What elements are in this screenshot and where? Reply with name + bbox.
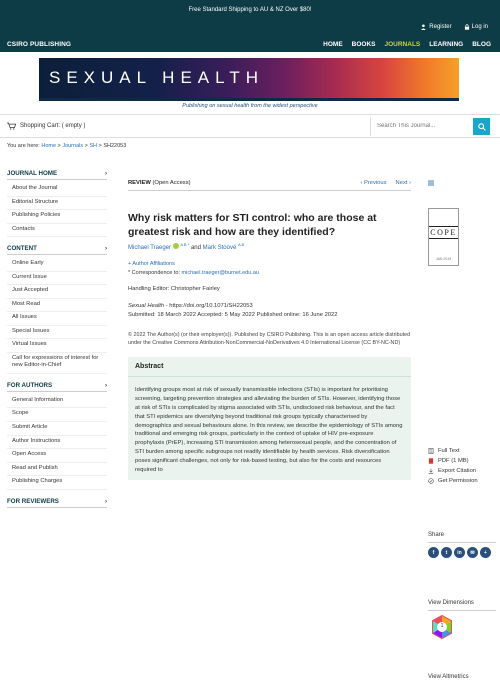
sidebar bbox=[7, 170, 107, 516]
sidebar-item-publishing-charges[interactable]: Publishing Charges bbox=[7, 476, 107, 490]
nav-blog[interactable]: BLOG bbox=[472, 41, 491, 48]
sidebar-item-editorial[interactable]: Editorial Structure bbox=[7, 197, 107, 211]
right-column bbox=[428, 180, 498, 680]
nav-books[interactable]: BOOKS bbox=[351, 41, 376, 48]
journal-search bbox=[370, 117, 492, 136]
sidebar-section-for-authors bbox=[7, 382, 107, 490]
cart-icon bbox=[7, 122, 16, 130]
document-icon bbox=[428, 448, 434, 454]
cope-logo-text: COPE bbox=[430, 228, 457, 237]
sidebar-item-scope[interactable]: Scope bbox=[7, 408, 107, 422]
facebook-icon[interactable]: f bbox=[428, 547, 439, 558]
sidebar-item-call-for-editor[interactable]: Call for expressions of interest for new Editor-in-Chief bbox=[7, 353, 107, 374]
sidebar-item-online-early[interactable]: Online Early bbox=[7, 258, 107, 272]
article-nav bbox=[360, 180, 411, 186]
sidebar-item-special-issues[interactable]: Special Issues bbox=[7, 326, 107, 340]
journal-banner[interactable] bbox=[39, 58, 459, 98]
article-tools bbox=[428, 448, 478, 488]
register-link[interactable]: Register bbox=[421, 24, 451, 30]
nav-journals[interactable]: JOURNALS bbox=[384, 41, 421, 48]
login-link[interactable]: Log in bbox=[464, 24, 488, 30]
sidebar-item-just-accepted[interactable]: Just Accepted bbox=[7, 285, 107, 299]
share-icons bbox=[428, 547, 491, 558]
sidebar-item-virtual-issues[interactable]: Virtual Issues bbox=[7, 339, 107, 353]
sidebar-item-author-instructions[interactable]: Author Instructions bbox=[7, 436, 107, 450]
breadcrumb: You are here: Home > Journals > SH > SH22053 bbox=[7, 143, 127, 149]
contents-link[interactable] bbox=[428, 180, 498, 188]
chevron-icon: › bbox=[104, 170, 107, 177]
main-nav bbox=[323, 41, 491, 48]
sidebar-item-current-issue[interactable]: Current Issue bbox=[7, 272, 107, 286]
cart-label: Shopping Cart: ( empty ) bbox=[20, 123, 86, 129]
sidebar-section-journal-home bbox=[7, 170, 107, 237]
nav-home[interactable]: HOME bbox=[323, 41, 343, 48]
nav-learning[interactable]: LEARNING bbox=[429, 41, 464, 48]
more-share-icon[interactable]: + bbox=[480, 547, 491, 558]
pdf-link[interactable]: PDF (1 MB) bbox=[428, 458, 478, 464]
shopping-cart[interactable] bbox=[7, 122, 85, 130]
next-link[interactable]: Next › bbox=[395, 180, 411, 186]
altmetrics-heading[interactable]: View Altmetrics bbox=[428, 674, 469, 680]
sidebar-item-policies[interactable]: Publishing Policies bbox=[7, 210, 107, 224]
article-dates: Submitted: 18 March 2022 Accepted: 5 May 2022 Published online: 16 June 2022 bbox=[128, 311, 338, 318]
sidebar-heading-for-authors[interactable]: FOR AUTHORS › bbox=[7, 382, 107, 392]
dimensions-heading[interactable]: View Dimensions bbox=[428, 600, 474, 606]
breadcrumb-sh[interactable]: SH bbox=[89, 143, 98, 149]
sidebar-item-most-read[interactable]: Most Read bbox=[7, 299, 107, 313]
abstract-body: Identifying groups most at risk of sexually transmissible infections (STIs) is important for prioritising screening, targeting prevention strategies and alleviating the burden of STIs. However, identifying those at risk of STIs is complicated by stigma associated with STIs, undisclosed risk behaviour, and the fact that STI epidemics are diversifying beyond traditional risk groups typically characterised by demographics and sexual behaviours alone. In this review, we describe the epidemiology of STIs among traditional and emerging risk groups, particularly in the context of uptake of HIV pre-exposure prophylaxis (PrEP), increasing STI transmission among heterosexual people, and the concentration of STI burden among specific subgroups not readily identifiable by health services. Risk diversification poses significant challenges, not only for risk-based testing, but also for the costs and resources required to bbox=[128, 377, 411, 480]
dimensions-count: 1 bbox=[440, 623, 444, 629]
previous-link[interactable]: ‹ Previous bbox=[360, 180, 387, 186]
register-icon bbox=[421, 24, 427, 30]
email-icon[interactable]: ✉ bbox=[467, 547, 478, 558]
list-icon bbox=[428, 180, 434, 186]
sidebar-item-open-access[interactable]: Open Access bbox=[7, 449, 107, 463]
sidebar-item-all-issues[interactable]: All Issues bbox=[7, 312, 107, 326]
export-citation-link[interactable]: Export Citation bbox=[428, 468, 478, 474]
orcid-icon[interactable] bbox=[173, 243, 179, 249]
sidebar-item-about[interactable]: About the Journal bbox=[7, 183, 107, 197]
handling-editor: Handling Editor: Christopher Fairley bbox=[128, 286, 220, 293]
account-links bbox=[421, 24, 488, 30]
pdf-icon bbox=[428, 458, 434, 464]
dimensions-badge[interactable] bbox=[430, 615, 454, 641]
cope-logo[interactable] bbox=[428, 208, 459, 266]
author-link[interactable]: Mark Stoové bbox=[202, 245, 237, 252]
cope-date: JAN 2019 bbox=[435, 257, 452, 261]
journal-banner-title: SEXUAL HEALTH bbox=[49, 68, 264, 87]
article-title: Why risk matters for STI control: who are those at greatest risk and how are they identified? bbox=[128, 212, 377, 239]
search-input[interactable] bbox=[377, 123, 467, 129]
cart-search-bar bbox=[0, 114, 500, 138]
doi-link[interactable]: - https://doi.org/10.1071/SH22053 bbox=[164, 303, 253, 310]
linkedin-icon[interactable]: in bbox=[454, 547, 465, 558]
author-link[interactable]: Michael Traeger bbox=[128, 245, 172, 252]
author-affiliations-toggle[interactable]: + Author Affiliations bbox=[128, 261, 175, 268]
permission-icon bbox=[428, 478, 434, 484]
twitter-icon[interactable]: t bbox=[441, 547, 452, 558]
correspondence: * Correspondence to: michael.traeger@burnet.edu.au bbox=[128, 270, 259, 277]
sidebar-heading-journal-home[interactable]: JOURNAL HOME › bbox=[7, 170, 107, 180]
article-topline bbox=[128, 180, 411, 191]
shipping-banner: Free Standard Shipping to AU & NZ Over $80! bbox=[188, 7, 312, 13]
sidebar-item-submit-article[interactable]: Submit Article bbox=[7, 422, 107, 436]
sidebar-section-content bbox=[7, 245, 107, 374]
sidebar-item-general-info[interactable]: General Information bbox=[7, 395, 107, 409]
breadcrumb-journals[interactable]: Journals bbox=[62, 143, 84, 149]
dimensions-divider bbox=[428, 610, 496, 611]
get-permission-link[interactable]: Get Permission bbox=[428, 478, 478, 484]
correspondence-email[interactable]: michael.traeger@burnet.edu.au bbox=[181, 270, 259, 277]
share-heading: Share bbox=[428, 532, 445, 538]
chevron-icon: › bbox=[104, 381, 107, 389]
article-content bbox=[128, 180, 411, 480]
sidebar-section-for-reviewers bbox=[7, 498, 107, 508]
article-authors: Michael Traeger $^{A B *}$ and Mark Stoové $^{A B}$ bbox=[128, 242, 245, 252]
lock-icon bbox=[464, 24, 470, 30]
breadcrumb-current: SH22053 bbox=[103, 143, 127, 149]
article-type: REVIEW (Open Access) bbox=[128, 180, 191, 186]
brand-logo[interactable]: CSIRO PUBLISHING bbox=[7, 41, 72, 48]
share-divider bbox=[428, 542, 496, 543]
full-text-link[interactable]: Full Text bbox=[428, 448, 478, 454]
top-bar bbox=[0, 0, 500, 52]
sidebar-heading-for-reviewers[interactable]: FOR REVIEWERS › bbox=[7, 498, 107, 508]
banner-strip bbox=[39, 98, 459, 101]
sidebar-heading-content[interactable]: CONTENT › bbox=[7, 245, 107, 255]
abstract-heading: Abstract bbox=[128, 357, 411, 377]
chevron-icon: › bbox=[104, 497, 107, 505]
sidebar-item-read-publish[interactable]: Read and Publish bbox=[7, 463, 107, 477]
journal-tagline: Publishing on sexual health from the widest perspective bbox=[182, 103, 318, 109]
chevron-icon: › bbox=[104, 245, 107, 253]
breadcrumb-home[interactable]: Home bbox=[41, 143, 57, 149]
search-icon bbox=[478, 123, 486, 131]
export-icon bbox=[428, 468, 434, 474]
license-text: © 2022 The Author(s) (or their employer(s)). Published by CSIRO Publishing. This is an open access article distributed under the Creative Commons Attribution-NonCommercial-NoDerivatives 4.0 International License (CC BY-NC-ND) bbox=[128, 332, 411, 347]
sidebar-item-contacts[interactable]: Contacts bbox=[7, 224, 107, 238]
search-button[interactable] bbox=[473, 118, 490, 135]
citation-info: Sexual Health - https://doi.org/10.1071/SH22053 Submitted: 18 March 2022 Accepted: 5 May 2022 Published online: 16 June 2022 bbox=[128, 302, 411, 319]
